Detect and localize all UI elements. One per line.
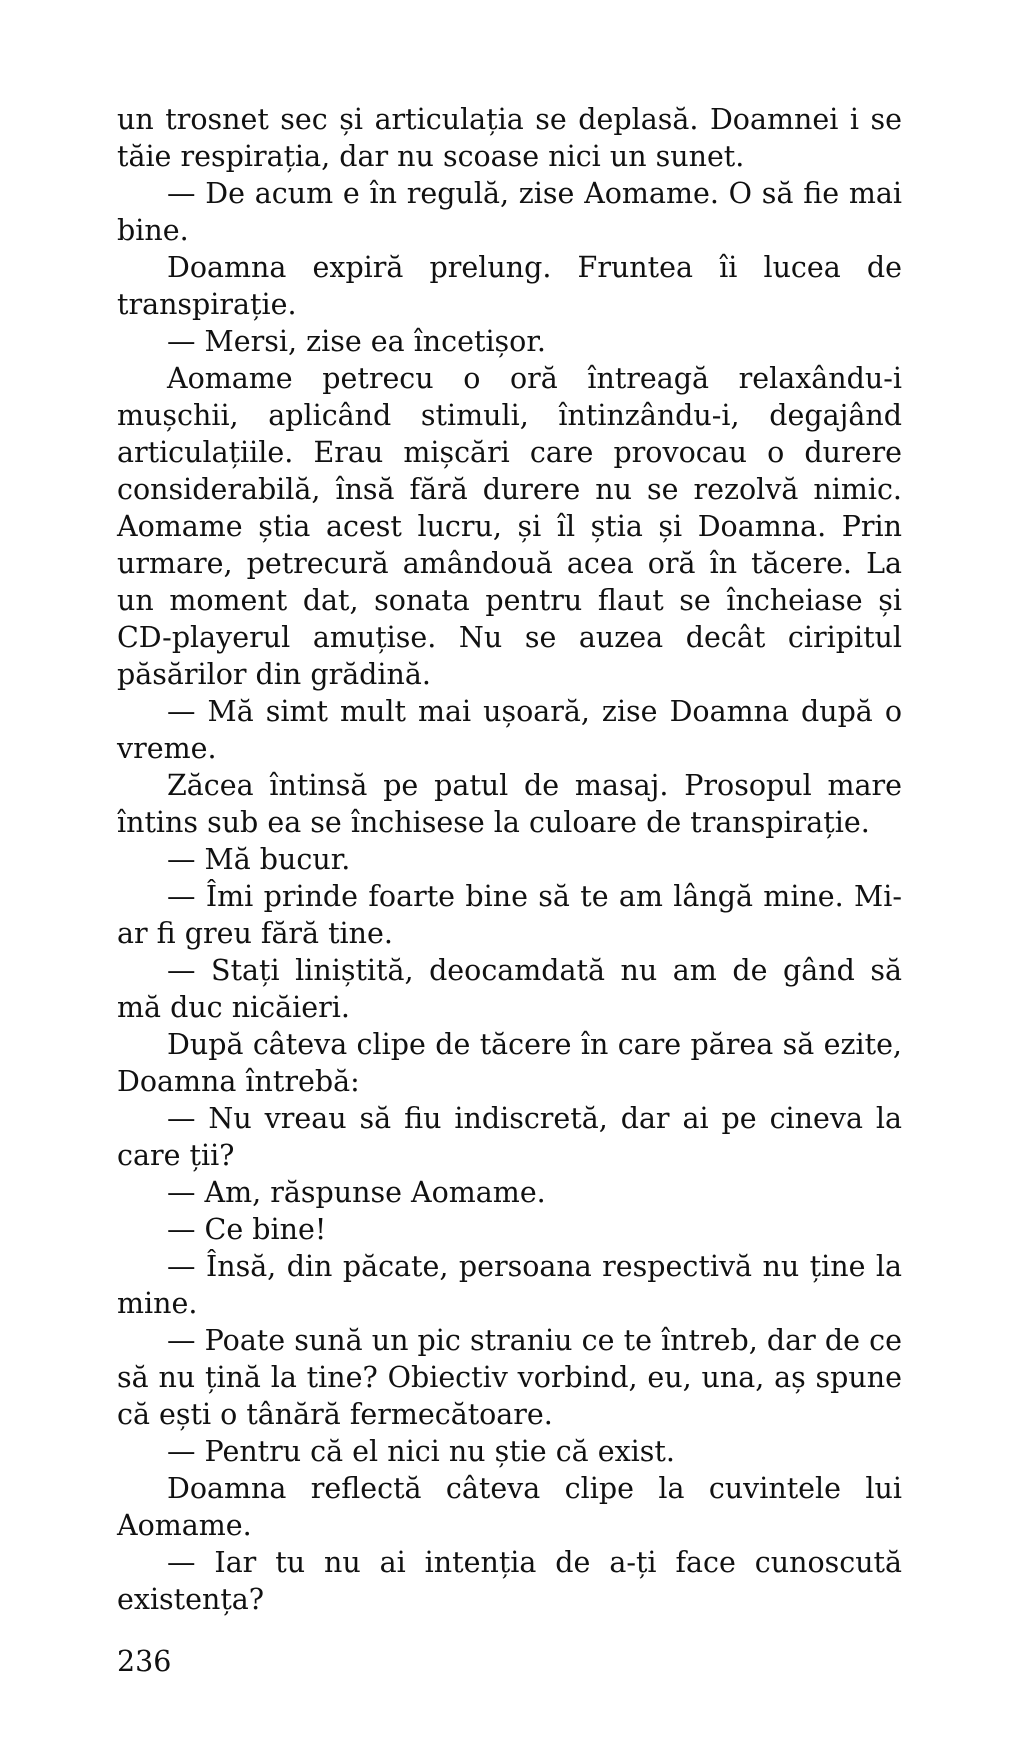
paragraph: — Pentru că el nici nu știe că exist. — [167, 1435, 675, 1468]
paragraph: — Poate sună un pic straniu ce te întreb, dar de ce să nu țină la tine? Obiectiv vorbind, eu, una, aș spune că ești o tânără fermecătoare. — [117, 1324, 902, 1431]
paragraph: — Îmi prinde foarte bine să te am lângă mine. Mi-ar fi greu fără tine. — [117, 880, 902, 950]
paragraph: — Am, răspunse Aomame. — [167, 1176, 546, 1209]
paragraph: — Nu vreau să fiu indiscretă, dar ai pe cineva la care ții? — [117, 1102, 902, 1172]
paragraph: — Ce bine! — [167, 1213, 327, 1246]
paragraph: Doamna reflectă câteva clipe la cuvintele lui Aomame. — [117, 1472, 902, 1542]
paragraph: Zăcea întinsă pe patul de masaj. Prosopul mare întins sub ea se închisese la culoare de transpirație. — [117, 769, 902, 839]
paragraph: un trosnet sec și articulația se deplasă. Doamnei i se tăie respirația, dar nu scoase nici un sunet. — [117, 103, 902, 173]
page-number: 236 — [117, 1645, 172, 1678]
paragraph: — Mersi, zise ea încetișor. — [167, 325, 546, 358]
paragraph: — Mă bucur. — [167, 843, 351, 876]
paragraph: Aomame petrecu o oră întreagă relaxându-i mușchii, aplicând stimuli, întinzându-i, degajând articulațiile. Erau mișcări care provocau o durere considerabilă, însă fără durere nu se rezolvă nimic. Aomame știa acest lucru, și îl știa și Doamna. Prin urmare, petrecură amândouă acea oră în tăcere. La un moment dat, sonata pentru flaut se încheiase și CD-playerul amuțise. Nu se auzea decât ciripitul păsărilor din grădină. — [117, 362, 902, 691]
paragraph: După câteva clipe de tăcere în care părea să ezite, Doamna întrebă: — [117, 1028, 902, 1098]
paragraph: — Însă, din păcate, persoana respectivă nu ține la mine. — [117, 1250, 902, 1320]
paragraph: Doamna expiră prelung. Fruntea îi lucea de transpirație. — [117, 251, 902, 321]
paragraph: — Mă simt mult mai ușoară, zise Doamna după o vreme. — [117, 695, 902, 765]
paragraph: — Stați liniștită, deocamdată nu am de gând să mă duc nicăieri. — [117, 954, 902, 1024]
paragraph: — Iar tu nu ai intenția de a-ți face cunoscută existența? — [117, 1546, 902, 1616]
paragraph: — De acum e în regulă, zise Aomame. O să fie mai bine. — [117, 177, 902, 247]
body-text — [117, 101, 902, 1618]
